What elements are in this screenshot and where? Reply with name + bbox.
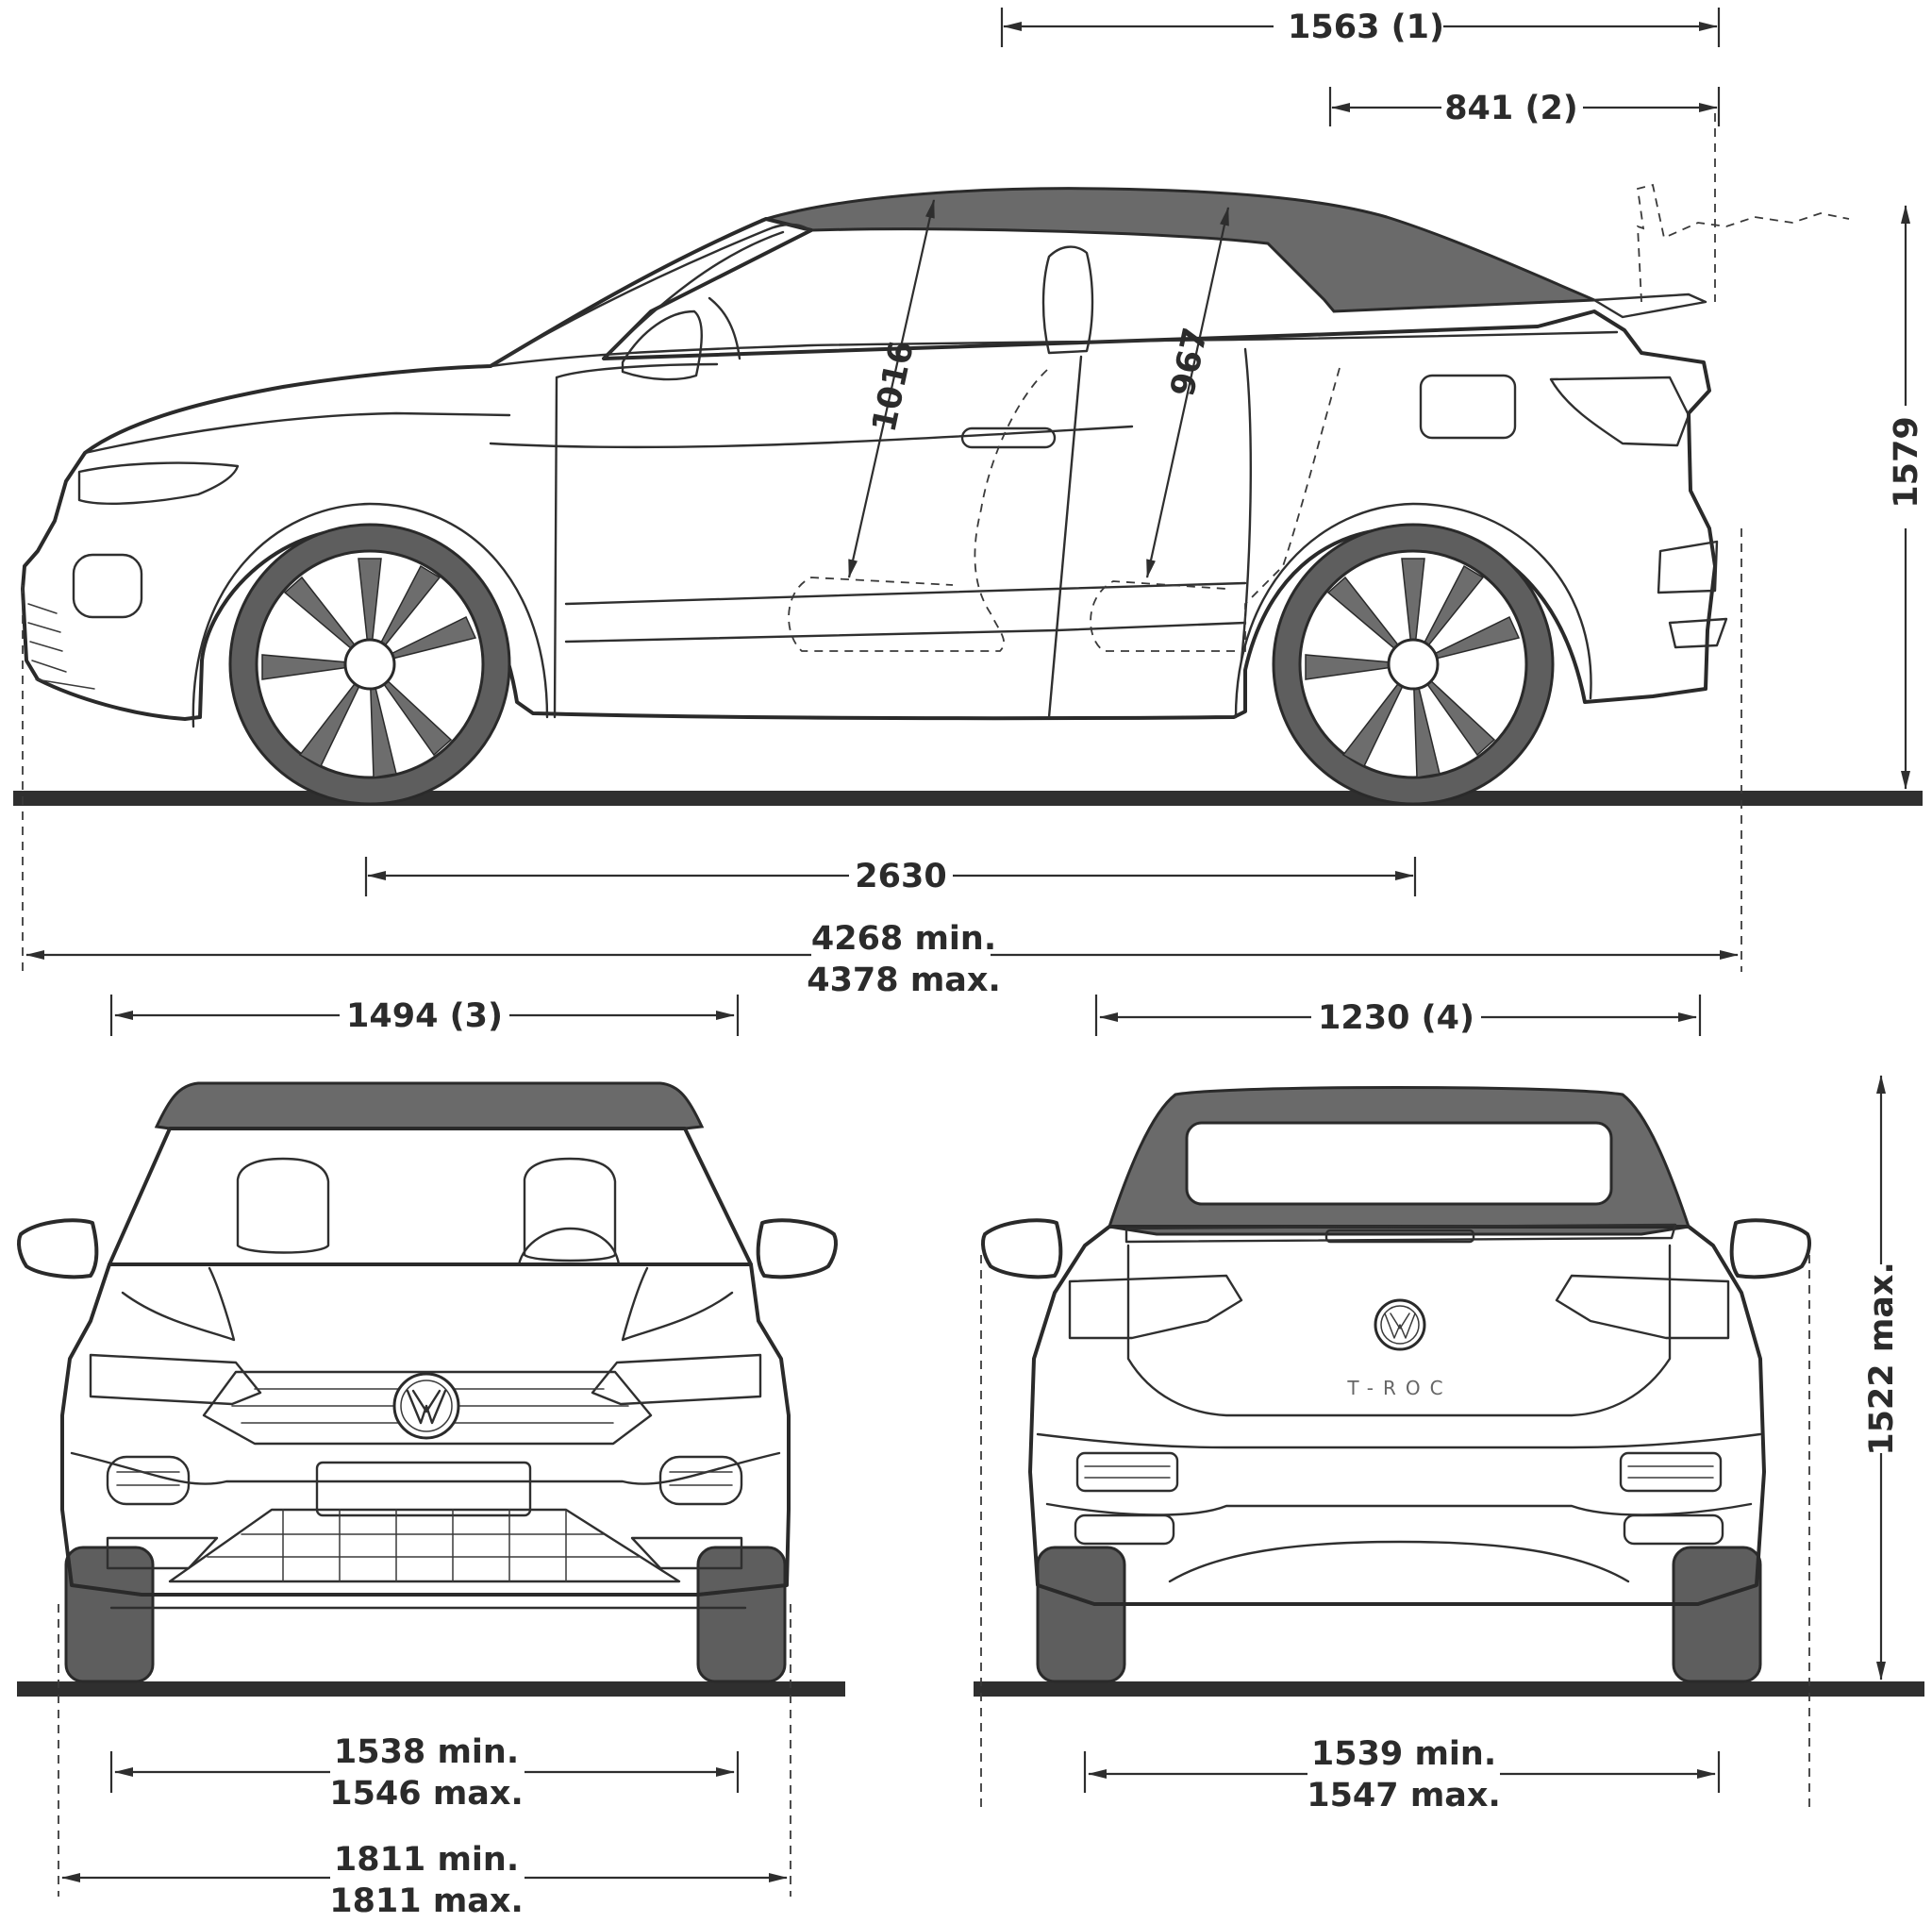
front-left-headrest	[238, 1159, 328, 1253]
side-door-split	[1049, 357, 1081, 717]
roof-opening-1-label: 1563 (1)	[1288, 8, 1444, 46]
front-lower-grille	[170, 1510, 679, 1581]
side-mirror	[623, 311, 702, 379]
rear-left-mirror	[983, 1220, 1060, 1277]
rear-vw-logo	[1375, 1300, 1424, 1349]
front-right-headrest	[525, 1159, 615, 1261]
side-headlight	[79, 463, 238, 504]
side-front-seat	[789, 370, 1047, 651]
side-folded-top-outline	[1638, 185, 1849, 302]
side-window-top	[491, 225, 809, 366]
side-front-foglight	[74, 555, 142, 617]
rear-width-label: 1230 (4)	[1318, 999, 1474, 1037]
rear-right-taillight	[1557, 1276, 1728, 1338]
side-sill-line	[566, 583, 1245, 604]
rear-right-reflector	[1621, 1453, 1721, 1491]
side-belt-line	[491, 332, 1617, 366]
width-min-label: 1811 min.	[333, 1841, 520, 1879]
front-track-max-label: 1546 max.	[329, 1775, 524, 1813]
side-ground-line	[13, 791, 1923, 806]
rear-left-reflector	[1077, 1453, 1177, 1491]
side-taillight	[1551, 377, 1689, 445]
rear-right-reflector-hatch	[1628, 1466, 1713, 1478]
rear-window	[1187, 1123, 1611, 1204]
side-view	[13, 113, 1923, 972]
side-rear-reflector	[1658, 542, 1717, 593]
front-windshield	[109, 1129, 751, 1264]
front-track-min-label: 1538 min.	[333, 1733, 520, 1771]
rear-right-mirror	[1732, 1220, 1809, 1277]
rear-left-taillight	[1070, 1276, 1241, 1338]
rear-left-tire	[1038, 1547, 1124, 1681]
side-dimensions	[26, 8, 1925, 999]
height-label: 1579	[1888, 416, 1925, 509]
front-left-headlight	[91, 1355, 260, 1404]
rear-right-lower-light	[1624, 1515, 1723, 1544]
rear-lower-bumper	[1047, 1504, 1751, 1515]
roof-opening-2-label: 841 (2)	[1444, 90, 1578, 127]
length-max-label: 4378 max.	[807, 962, 1001, 999]
front-left-mirror	[19, 1220, 96, 1277]
rear-model-badge: T-ROC	[1347, 1377, 1453, 1399]
rear-diffuser	[1170, 1542, 1628, 1581]
rear-track-max-label: 1547 max.	[1307, 1777, 1501, 1814]
width-max-label: 1811 max.	[329, 1882, 524, 1920]
side-front-grille	[28, 604, 94, 689]
side-character-line	[491, 426, 1132, 447]
rear-headroom-label: 967	[1164, 324, 1216, 400]
front-right-mirror	[758, 1220, 836, 1277]
side-front-door	[555, 364, 717, 717]
side-spoiler	[1594, 294, 1706, 317]
front-lower-grille-mesh	[208, 1510, 641, 1581]
wheelbase-label: 2630	[855, 858, 947, 895]
front-soft-top	[157, 1083, 702, 1129]
front-hood-line-right	[623, 1268, 732, 1340]
side-fuel-door	[1421, 376, 1515, 438]
rear-view	[974, 1088, 1924, 1813]
interior-width-label: 1494 (3)	[346, 997, 503, 1035]
front-ground-line	[17, 1681, 845, 1697]
side-soft-top	[766, 189, 1594, 311]
front-license-plate	[317, 1463, 530, 1515]
rear-left-lower-light	[1075, 1515, 1174, 1544]
front-hood-line-left	[123, 1268, 234, 1340]
rear-height-label: 1522 max.	[1863, 1262, 1901, 1456]
side-rear-wheel	[1274, 525, 1553, 804]
side-front-wheel	[230, 525, 509, 804]
side-headrest	[1043, 247, 1092, 353]
rear-bumper-line	[1038, 1434, 1760, 1447]
side-rear-panel-line	[1241, 349, 1251, 661]
rear-ground-line	[974, 1681, 1924, 1697]
front-vw-logo	[394, 1374, 458, 1438]
rear-track-min-label: 1539 min.	[1310, 1735, 1497, 1773]
rear-right-tire	[1674, 1547, 1760, 1681]
front-right-headlight	[592, 1355, 760, 1404]
length-min-label: 4268 min.	[810, 920, 997, 958]
side-sill-line-2	[566, 623, 1245, 642]
side-rear-reflector-2	[1670, 619, 1726, 647]
front-headroom-label: 1016	[865, 337, 922, 436]
rear-left-reflector-hatch	[1085, 1466, 1170, 1478]
